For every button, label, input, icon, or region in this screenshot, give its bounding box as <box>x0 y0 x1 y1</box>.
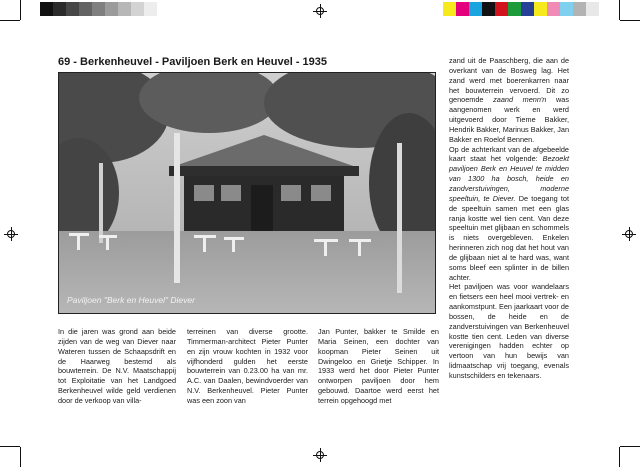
paragraph-3: Het paviljoen was voor wandelaars en fietsers een heel mooi vertrek- en aankomstpunt. Een jaarkaart voor de bossen, de heide en de zandverstuivingen van Berkenheuvel kostte tien cent. Leden van diverse verenigingen hadden echter op vertoon van hun bewijs van lidmaatschap vrij toegang, evenals kunstschilders en tekenaars. <box>449 282 569 380</box>
crop-mark-tl-v <box>20 0 21 20</box>
registration-mark-top <box>313 4 327 18</box>
crop-mark-bl-h <box>0 446 20 447</box>
gray-swatch <box>66 2 79 16</box>
gray-swatch <box>144 2 157 16</box>
registration-mark-bottom <box>313 448 327 462</box>
gray-swatch <box>92 2 105 16</box>
color-swatch <box>469 2 482 16</box>
color-swatch <box>547 2 560 16</box>
gray-swatch <box>105 2 118 16</box>
color-swatch <box>456 2 469 16</box>
gray-swatch <box>157 2 170 16</box>
crop-mark-tr-v <box>619 0 620 20</box>
body-column-right <box>449 56 569 381</box>
body-column-3: Jan Punter, bakker te Smilde en Maria Seinen, een dochter van koopman Pieter Seinen uit Dwingeloo en Grietje Schipper. In 1933 werd het door Pieter Punter ontworpen paviljoen door hem gebouwd. Daartoe werd eerst het terrein opgehoogd met <box>318 327 439 405</box>
pavilion-photo-illustration <box>59 73 435 313</box>
color-swatch <box>508 2 521 16</box>
gray-swatch <box>118 2 131 16</box>
gray-swatch <box>79 2 92 16</box>
gray-swatch <box>53 2 66 16</box>
crop-mark-bl-v <box>20 447 21 467</box>
crop-mark-br-h <box>620 446 640 447</box>
color-swatch <box>482 2 495 16</box>
color-swatch <box>495 2 508 16</box>
color-swatch <box>560 2 573 16</box>
grayscale-calibration-bar <box>40 2 170 16</box>
paragraph-1: zand uit de Paaschberg, die aan de overkant van de Bosweg lag. Het zand werd met boerenkarren naar het bouwterrein vervoerd. Dit zo genoemde zaand menn'n was aangenomen werk en werd uitgevoerd door Tieme Bakker, Hendrik Bakker, Marinus Bakker, Jan Bakker en Roelof Bennen. <box>449 56 569 144</box>
registration-mark-left <box>4 227 18 241</box>
gray-swatch <box>131 2 144 16</box>
historic-photo <box>58 72 436 314</box>
registration-mark-right <box>622 227 636 241</box>
article-title: 69 - Berkenheuvel - Paviljoen Berk en Heuvel - 1935 <box>58 56 328 68</box>
color-swatch <box>443 2 456 16</box>
color-calibration-bar <box>443 2 599 16</box>
crop-mark-tl-h <box>0 20 20 21</box>
body-column-2: terreinen van diverse grootte. Timmerman-architect Pieter Punter en zijn vrouw kochten in 1932 voor vijfhonderd gulden het eerste bouwterrein van 0.23.00 ha van mr. A.C. van Daalen, bewindvoerder van N.V. Berkenheuvel. Pieter Punter was een zoon van <box>187 327 308 405</box>
crop-mark-tr-h <box>620 20 640 21</box>
color-swatch <box>521 2 534 16</box>
color-swatch <box>586 2 599 16</box>
color-swatch <box>573 2 586 16</box>
gray-swatch <box>40 2 53 16</box>
photo-caption: Paviljoen "Berk en Heuvel" Diever <box>67 295 195 305</box>
crop-mark-br-v <box>619 447 620 467</box>
paragraph-2: Op de achterkant van de afgebeelde kaart staat het volgende: Bezoekt paviljoen Berk en Heuvel te midden van 1300 ha bosch, heide en zandverstuivingen, moderne speeltuin, te Diever. De toegang tot de speeltuin samen met een glas ranja kostte wel tien cent. Van deze speeltuin met glijbaan en schommels is niets overgebleven. Enkelen herinneren zich nog dat het hout van de glijbaan niet al te hard was, want soms bleef een splinter in de billen achter. <box>449 144 570 282</box>
color-swatch <box>534 2 547 16</box>
body-column-1: In die jaren was grond aan beide zijden van de weg van Diever naar Wateren tussen de Schaapsdrift en de Haarweg bestemd als bouwterrein. De N.V. Maatschappij tot Exploitatie van het Landgoed Berkenheuvel wilde geld verdienen door de verkoop van villa- <box>58 327 176 405</box>
